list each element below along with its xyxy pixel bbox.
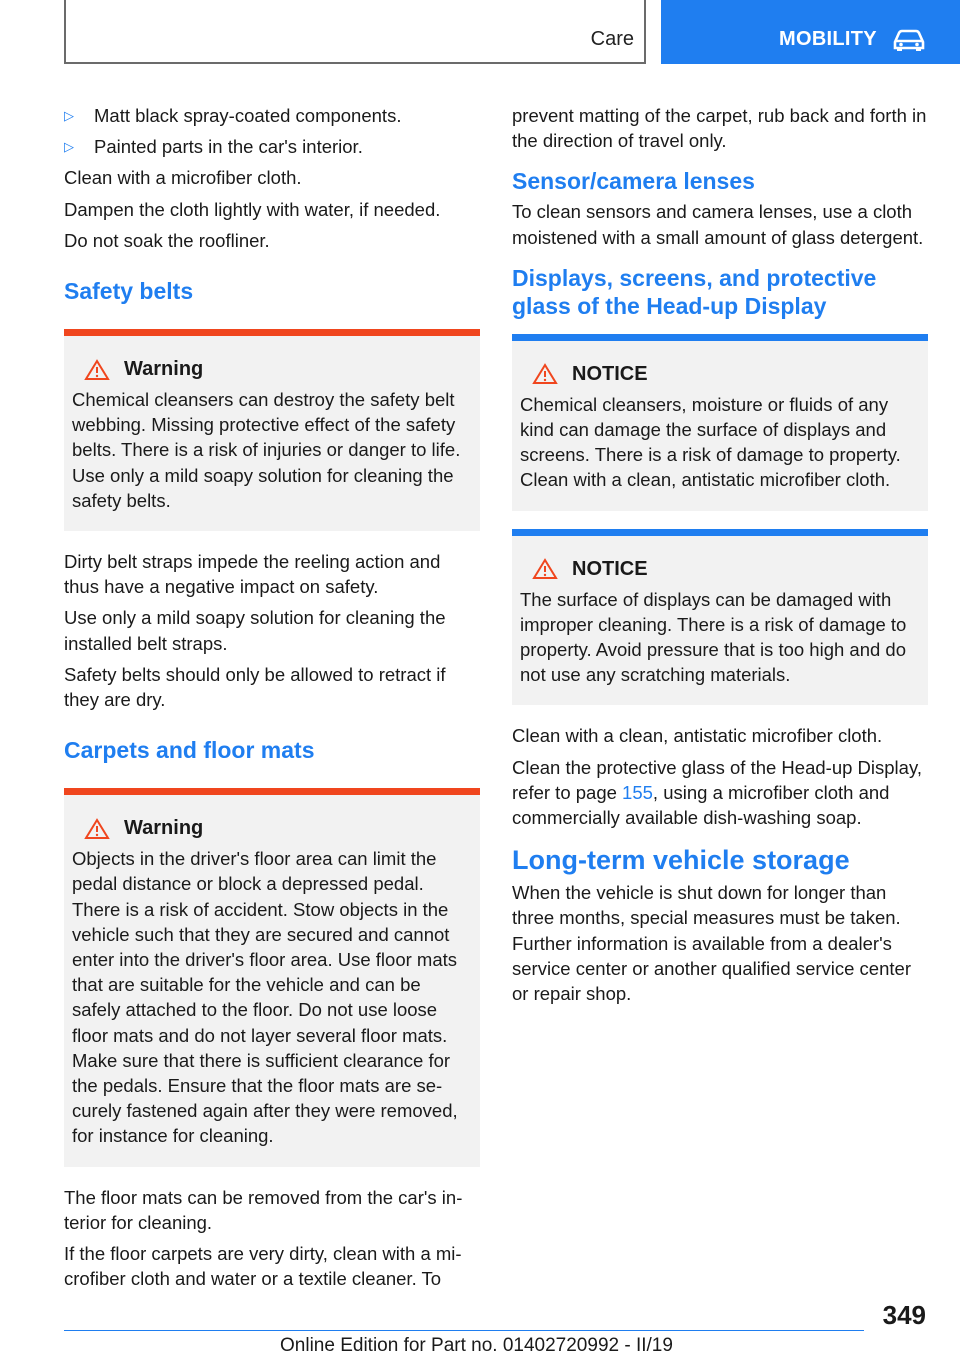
list-item-text: Matt black spray-coated components.: [94, 105, 402, 126]
paragraph: Safety belts should only be allowed to retract if they are dry.: [64, 663, 446, 711]
warning-box: [64, 329, 480, 531]
section-heading-sensor: Sensor/camera lenses: [512, 168, 755, 195]
paragraph-text: Clean the protective glass of the Head-up Display, refer to page: [512, 756, 922, 803]
notice-text: Chemical cleansers, moisture or fluids of any kind can damage the surface of displays and screens. There is a risk of damage to property. Clean with a clean, antistatic microfiber cloth.: [520, 393, 901, 491]
paragraph: Clean with a clean, antistatic microfiber cloth.: [512, 725, 883, 747]
paragraph: Use only a mild soapy solution for cleaning the installed belt straps.: [64, 607, 446, 654]
notice-text: The surface of displays can be damaged with improper cleaning. There is a risk of damage to property. Avoid pressure that is too high and do not use any scratching materials.: [520, 588, 907, 686]
footer-divider: [64, 1330, 864, 1331]
list-item: [64, 134, 480, 159]
paragraph: prevent matting of the carpet, rub back and forth in the direction of travel only.: [512, 105, 927, 152]
triangle-bullet-icon: ▷: [64, 108, 74, 123]
notice-box: [512, 334, 928, 511]
car-icon: [891, 28, 927, 52]
warning-title: Warning: [124, 817, 204, 840]
notice-title: NOTICE: [572, 362, 648, 385]
list-item-text: Painted parts in the car's interior.: [94, 136, 363, 158]
header-section-box: [64, 0, 646, 64]
warning-triangle-icon: [532, 558, 558, 580]
paragraph: When the vehicle is shut down for longer than three months, special measures must be taken. Further information is available from a dealer's service center or another qualified service center or repair shop.: [512, 882, 911, 1005]
edition-note: Online Edition for Part no. 01402720992 - II/19: [280, 1335, 673, 1356]
header-section-title: Care: [590, 28, 634, 50]
warning-title: Warning: [124, 358, 204, 381]
page-reference-link[interactable]: 155: [622, 781, 653, 803]
left-column: [64, 103, 480, 1298]
section-heading-displays: Displays, screens, and protective glass of the Head-up Display: [512, 264, 877, 319]
notice-box: [512, 529, 928, 706]
paragraph: To clean sensors and camera lenses, use a cloth moistened with a small amount of glass detergent.: [512, 201, 924, 248]
warning-text: Chemical cleansers can destroy the safety belt webbing. Missing protective effect of the safety belts. There is a risk of injuries or danger to life. Use only a mild soapy solution for cleaning the safety belts.: [72, 389, 461, 511]
section-heading-safety-belts: Safety belts: [64, 278, 194, 305]
warning-triangle-icon: [532, 363, 558, 385]
mobility-tab[interactable]: [661, 0, 960, 64]
mobility-tab-label: MOBILITY: [779, 28, 877, 50]
list-item: [64, 103, 480, 128]
paragraph: [512, 755, 928, 831]
paragraph: Dirty belt straps impede the reeling action and thus have a negative impact on safety.: [64, 551, 441, 598]
paragraph: The floor mats can be removed from the car's interior for cleaning.: [64, 1186, 463, 1233]
right-column: [512, 103, 928, 1012]
section-heading-storage: Long-term vehicle storage: [512, 845, 850, 876]
paragraph: Do not soak the roofliner.: [64, 229, 270, 251]
paragraph: If the floor carpets are very dirty, clean with a microfiber cloth and water or a textile cleaner. To: [64, 1243, 462, 1290]
triangle-bullet-icon: ▷: [64, 139, 74, 155]
section-heading-carpets: Carpets and floor mats: [64, 737, 315, 764]
warning-triangle-icon: [84, 359, 110, 381]
warning-triangle-icon: [84, 818, 110, 840]
warning-text: Objects in the driver's floor area can limit the pedal distance or block a depressed pedal. There is a risk of accident. Stow objects in the vehicle such that they are secured and cannot enter into the driver's floor area. Use floor mats that are suitable for the vehicle and can be safely attached to the floor. Do not use loose floor mats and do not layer several floor mats. Make sure that there is sufficient clearance for the pedals. Ensure that the floor mats are securely fastened again after they were removed, for instance for cleaning.: [72, 848, 458, 1147]
warning-box: [64, 788, 480, 1166]
notice-title: NOTICE: [572, 557, 648, 580]
page-number: 349: [882, 1300, 926, 1330]
paragraph: Clean with a microfiber cloth.: [64, 167, 302, 189]
paragraph: Dampen the cloth lightly with water, if needed.: [64, 198, 441, 220]
paragraph-text: , using a microfiber cloth and commercially available dish-washing soap.: [512, 781, 890, 829]
